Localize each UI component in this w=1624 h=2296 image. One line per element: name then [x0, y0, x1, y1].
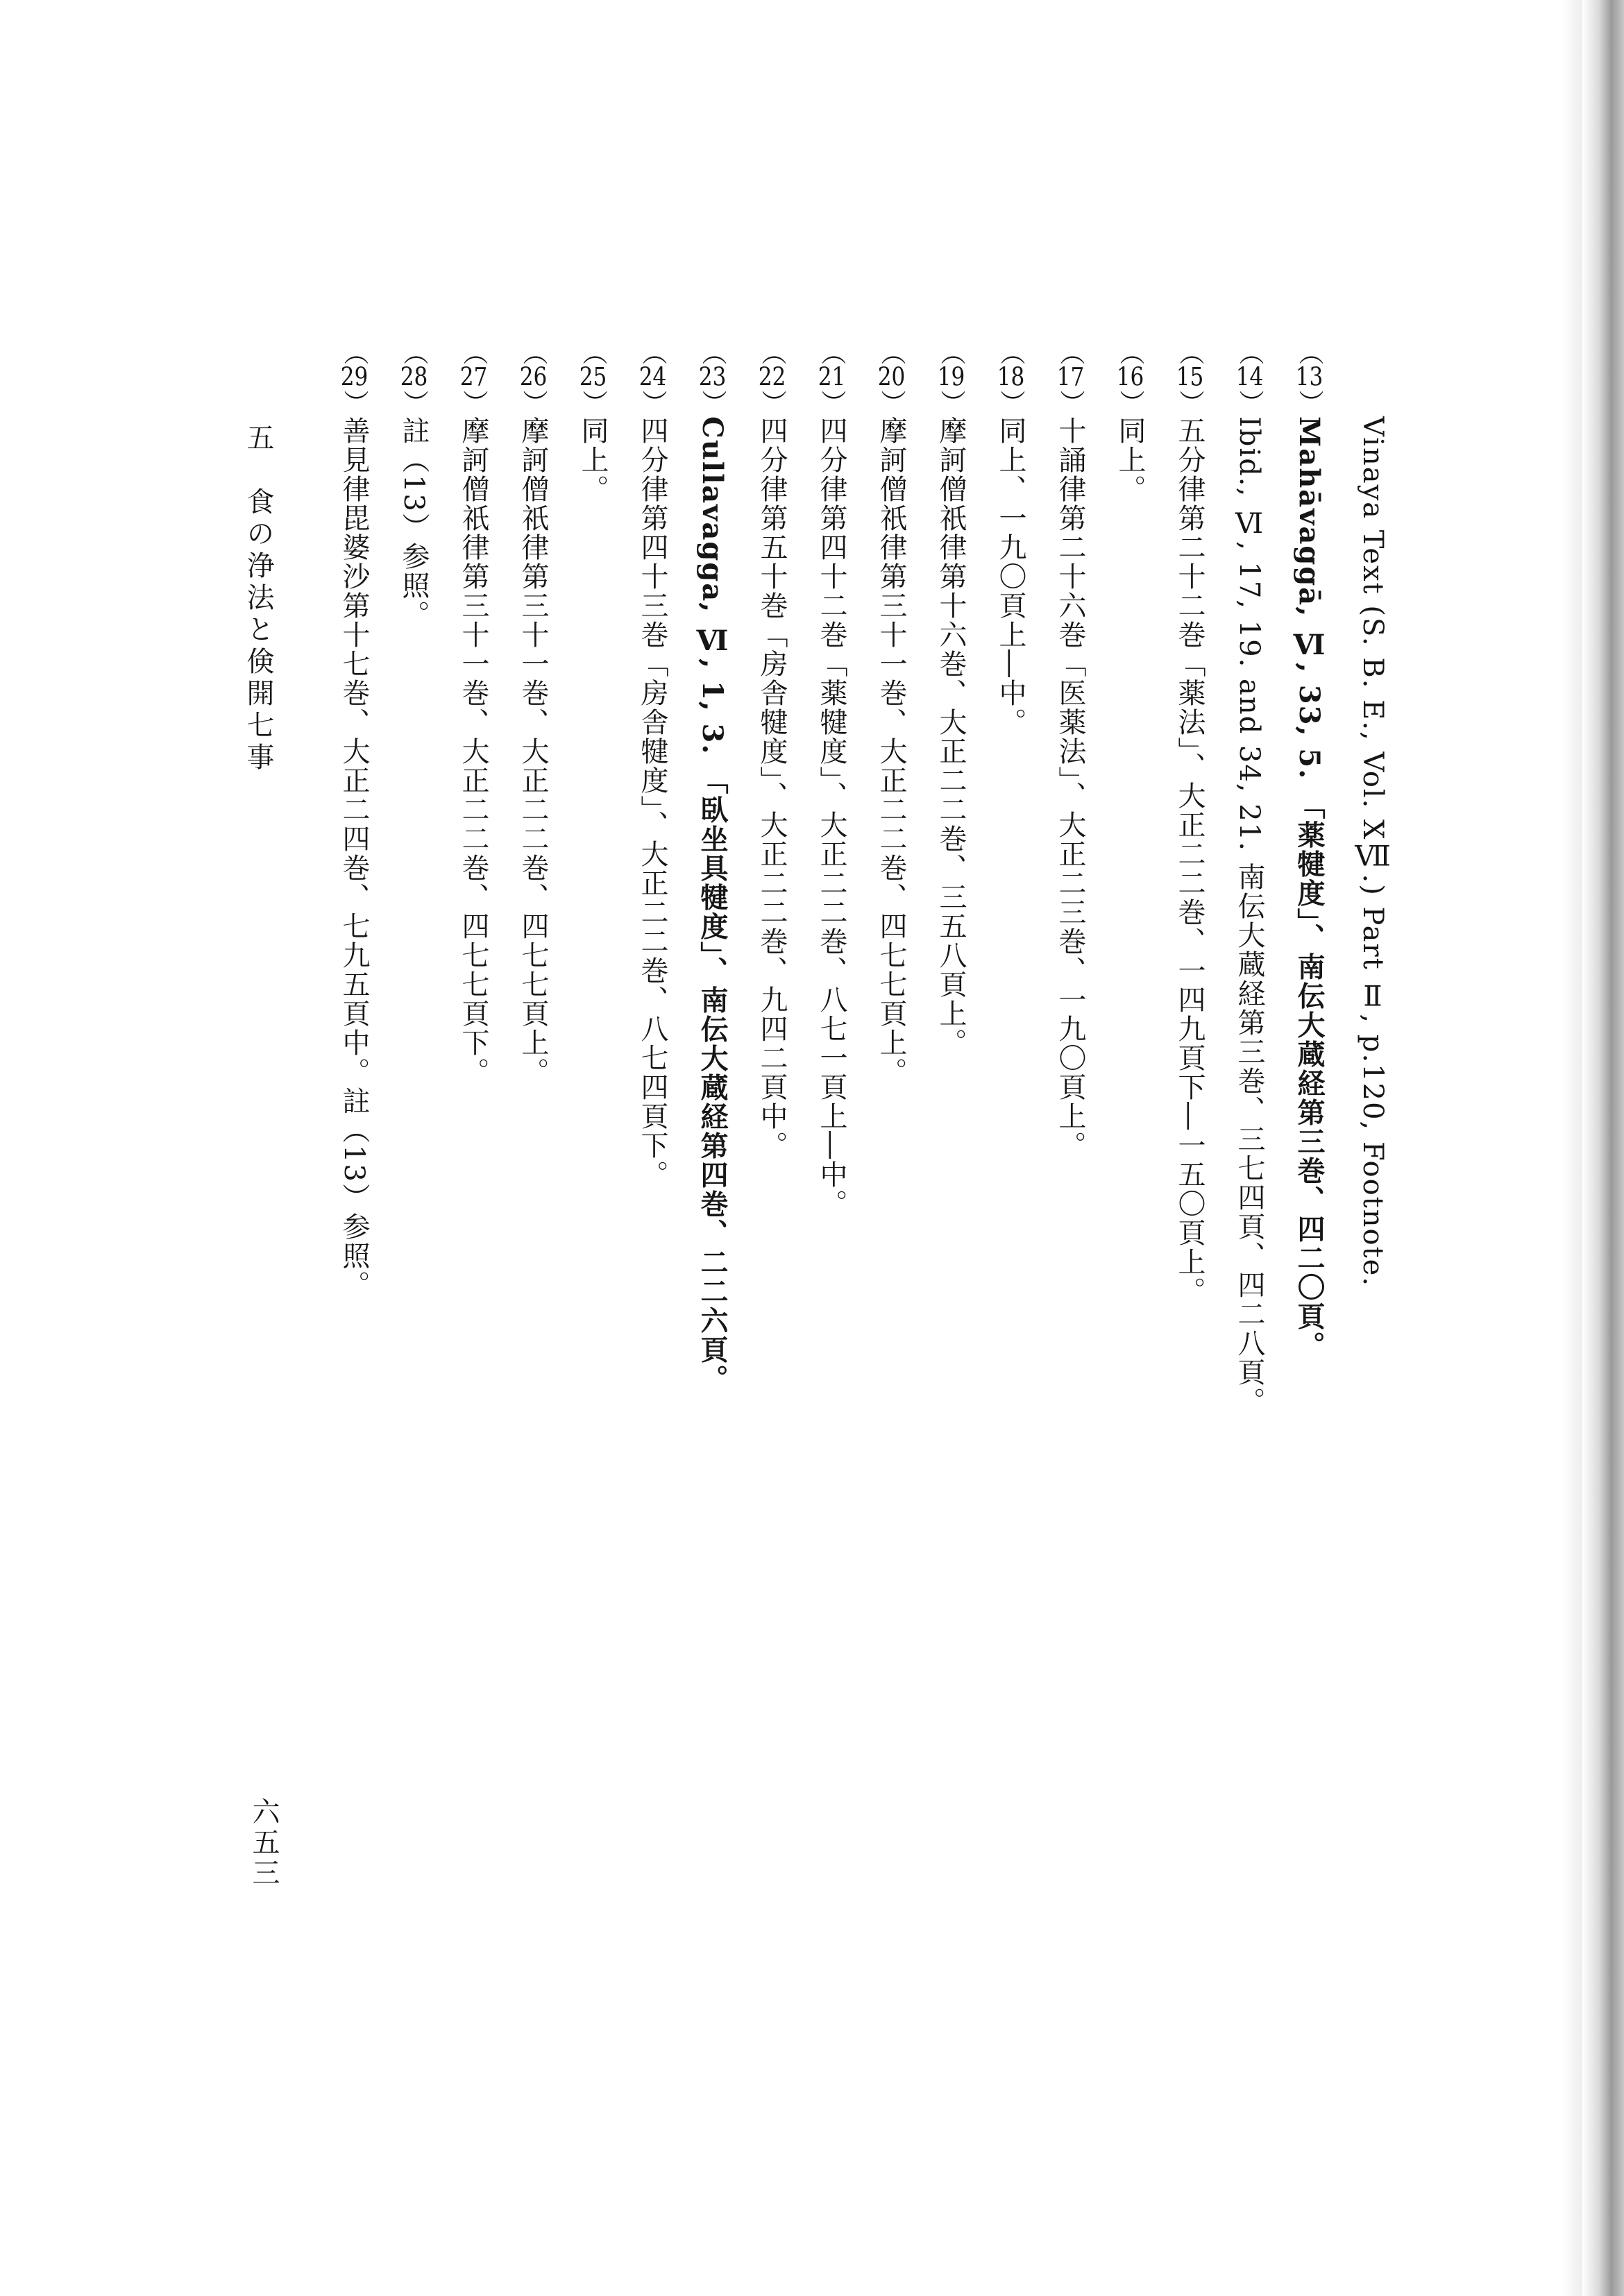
- scan-edge-shadow: [1562, 0, 1582, 2296]
- scan-edge: [1582, 0, 1624, 2296]
- note-number: （13）: [1295, 340, 1323, 415]
- page-number: 六五三: [248, 1797, 280, 1889]
- note-number: （22）: [758, 340, 786, 415]
- note-number: （20）: [877, 340, 906, 415]
- note-24-text: 四分律第四十三巻「房舎犍度」、大正二二巻、八七四頁下。: [636, 416, 668, 1189]
- note-28-text: 註（13）参照。: [398, 416, 430, 629]
- note-number: （23）: [698, 340, 727, 415]
- note-number: （21）: [818, 340, 846, 415]
- note-number: （26）: [519, 340, 548, 415]
- note-number: （14）: [1235, 340, 1264, 415]
- note-number: （29）: [340, 340, 369, 415]
- note-number: （16）: [1116, 340, 1144, 415]
- note-25-text: 同上。: [577, 416, 609, 504]
- note-27-text: 摩訶僧祇律第三十一巻、大正二二巻、四七七頁下。: [457, 416, 489, 1087]
- note-number: （18）: [997, 340, 1025, 415]
- note-22-text: 四分律第五十巻「房舎犍度」、大正二二巻、九四二頁中。: [756, 416, 788, 1160]
- note-14-text: Ibid., Ⅵ, 17, 19. and 34, 21. 南伝大蔵経第三巻、三七四頁、四二八頁。: [1233, 416, 1265, 1416]
- note-19-text: 摩訶僧祇律第十六巻、大正二二巻、三五八頁上。: [935, 416, 967, 1057]
- note-number: （25）: [579, 340, 607, 415]
- note-number: （15）: [1176, 340, 1204, 415]
- running-footer-chapter: 五 食の浄法と倹開七事: [242, 423, 274, 774]
- note-continuation: Vinaya Text (S. B. E., Vol. XⅦ.) Part Ⅱ, p.120, Footnote.: [1357, 416, 1389, 1288]
- note-18-text: 同上、一九〇頁上―中。: [995, 416, 1026, 737]
- note-15-text: 五分律第二十二巻「薬法」、大正二二巻、一四九頁下―一五〇頁上。: [1174, 416, 1206, 1306]
- note-16-text: 同上。: [1114, 416, 1146, 504]
- note-29-text: 善見律毘婆沙第十七巻、大正二四巻、七九五頁中。註（13）参照。: [338, 416, 370, 1300]
- note-17-text: 十誦律第二十六巻「医薬法」、大正二三巻、一九〇頁上。: [1054, 416, 1086, 1160]
- note-number: （24）: [638, 340, 667, 415]
- note-21-text: 四分律第四十二巻「薬犍度」、大正二二巻、八七一頁上―中。: [815, 416, 847, 1218]
- note-13-text: Mahāvaggā, Ⅵ, 33, 5. 「薬犍度」、南伝大蔵経第三巻、四二〇頁。: [1293, 416, 1326, 1361]
- note-20-text: 摩訶僧祇律第三十一巻、大正二二巻、四七七頁上。: [875, 416, 907, 1087]
- note-26-text: 摩訶僧祇律第三十一巻、大正二二巻、四七七頁上。: [517, 416, 549, 1087]
- note-23-text: Cullavagga, Ⅵ, 1, 3. 「臥坐具犍度」、南伝大蔵経第四巻、二二六頁。: [696, 416, 729, 1394]
- note-number: （19）: [937, 340, 965, 415]
- note-number: （28）: [400, 340, 428, 415]
- note-number: （17）: [1056, 340, 1085, 415]
- note-number: （27）: [459, 340, 488, 415]
